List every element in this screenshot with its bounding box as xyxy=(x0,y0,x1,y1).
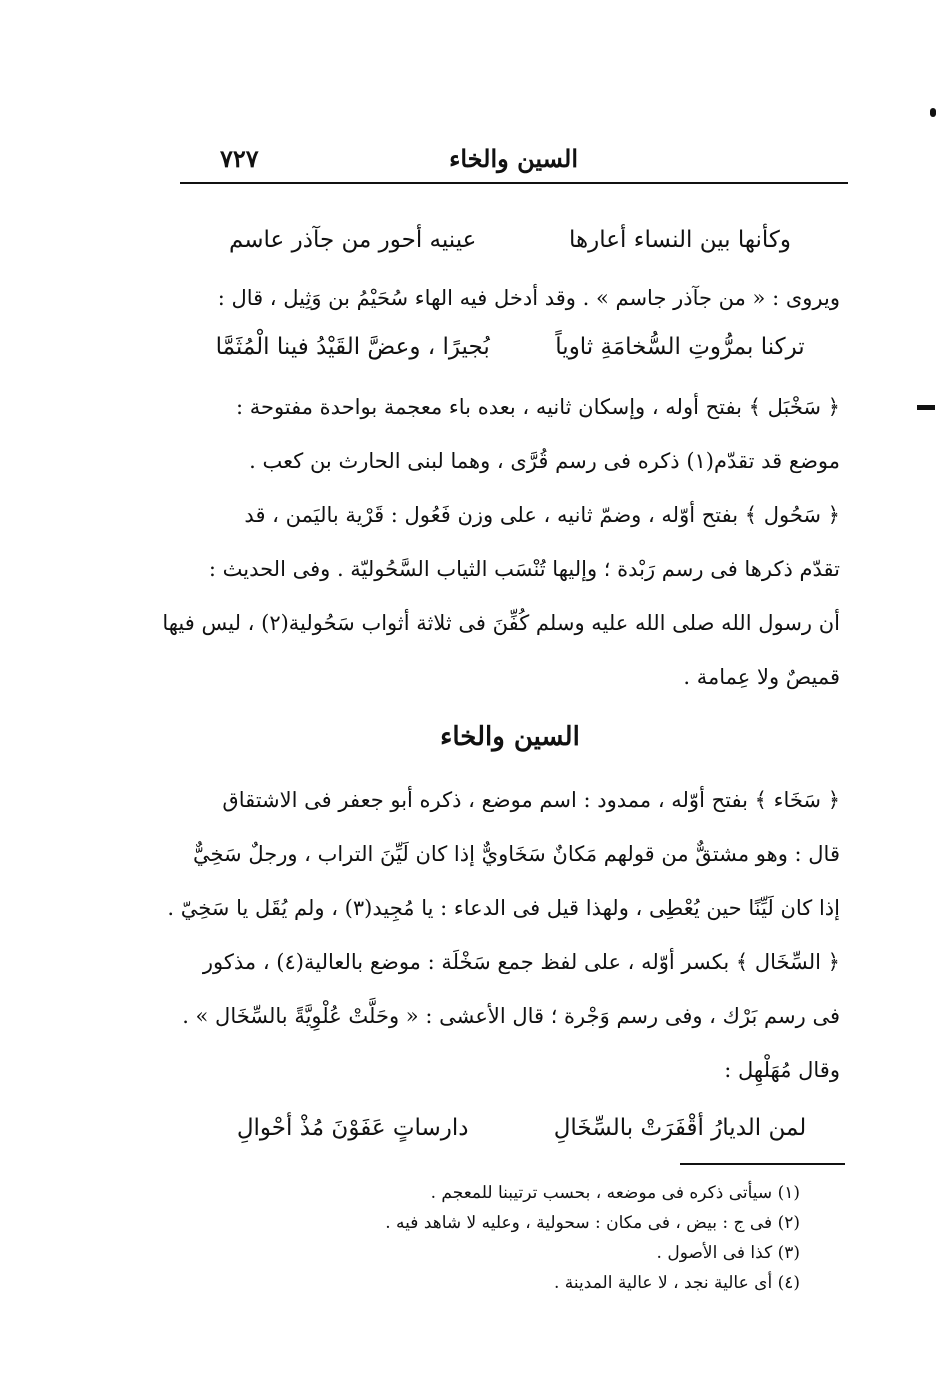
running-title: السين والخاء xyxy=(449,144,578,173)
verse-hemistich-left: عينيه أحور من جآذر عاسم xyxy=(228,227,477,253)
footnote: (٢) فى ج : بيض ، فى مكان : سحولية ، وعليه لا شاهد فيه . xyxy=(385,1213,800,1233)
entry-line: قميصٌ ولا عِمامة . xyxy=(683,665,840,689)
verse-line xyxy=(180,322,840,372)
verse-hemistich-right: وكأنها بين النساء أعارها xyxy=(569,227,791,253)
entry-line: ﴿ السِّخَال ﴾ بكسر أوّله ، على لفظ جمع سَخْلَة : موضع بالعالية(٤) ، مذكور xyxy=(202,950,840,974)
entry-line: تقدّم ذكرها فى رسم رَبْدة ؛ وإليها تُنْسَب الثياب السَّحُوليّة . وفى الحديث : xyxy=(208,557,840,581)
footnote: (١) سيأتى ذكره فى موضعه ، بحسب ترتيبنا للمعجم . xyxy=(430,1183,800,1203)
margin-dash xyxy=(917,405,935,410)
entry-line: موضع قد تقدّم(١) ذكره فى رسم قُرَّى ، وهما لبنى الحارث بن كعب . xyxy=(249,449,840,473)
entry-line: فى رسم بَرْك ، وفى رسم وَجْرة ؛ قال الأعشى : « وحَلَّتْ عُلْوِيَّةً بالسِّخَال » . xyxy=(182,1004,840,1028)
verse-hemistich-left: دارساتٍ عَفَوْنَ مُذْ أحْوالِ xyxy=(236,1115,469,1141)
entry-line: إذا كان لَيِّنًا حين يُعْطِى ، ولهذا قيل فى الدعاء : يا مُجِيد(٣) ، ولم يُقَل يا سَخِيّ . xyxy=(167,896,840,920)
entry-line: ﴿ سَخْبَل ﴾ بفتح أوله ، وإسكان ثانيه ، بعده باء معجمة بواحدة مفتوحة : xyxy=(235,395,840,419)
entry-line: قال : وهو مشتقٌّ من قولهم مَكانٌ سَخَاويٌّ إذا كان لَيِّنَ التراب ، ورجلٌ سَخِيٌّ xyxy=(192,842,840,866)
entry-line: ﴿ سَخَاء ﴾ بفتح أوّله ، ممدود : اسم موضع ، ذكره أبو جعفر فى الاشتقاق xyxy=(222,788,840,812)
section-heading: السين والخاء xyxy=(440,722,580,752)
margin-dot xyxy=(930,108,936,117)
verse-hemistich-right: تركنا بمرُّوتِ السُّخامَةِ ثاوياً xyxy=(555,334,805,360)
verse-line xyxy=(180,215,840,265)
text-line: ويروى : « من جآذر جاسم » . وقد أدخل فيه الهاء سُحَيْمُ بن وَثِيل ، قال : xyxy=(217,286,840,310)
entry-line: وقال مُهَلْهِل : xyxy=(724,1058,840,1082)
verse-hemistich-right: لمن الديارُ أقْفَرَتْ بالسِّخَالِ xyxy=(553,1115,807,1141)
verse-line xyxy=(180,1103,840,1153)
entry-line: ﴿ سَحُول ﴾ بفتح أوّله ، وضمّ ثانيه ، على وزن فَعُول : قَرْية باليَمن ، قد xyxy=(244,503,840,527)
verse-hemistich-left: بُجيرًا ، وعضَّ القَيْدُ فينا الْمُثَمَّا xyxy=(215,334,490,360)
footnote-separator xyxy=(680,1163,845,1165)
page-number: ٧٢٧ xyxy=(220,144,259,173)
footnote: (٤) أى عالية نجد ، لا عالية المدينة . xyxy=(553,1273,800,1293)
page-header xyxy=(180,140,848,184)
entry-line: أن رسول الله صلى الله عليه وسلم كُفِّنَ فى ثلاثة أثواب سَحُولية(٢) ، ليس فيها xyxy=(162,611,840,635)
footnote: (٣) كذا فى الأصول . xyxy=(656,1243,800,1263)
